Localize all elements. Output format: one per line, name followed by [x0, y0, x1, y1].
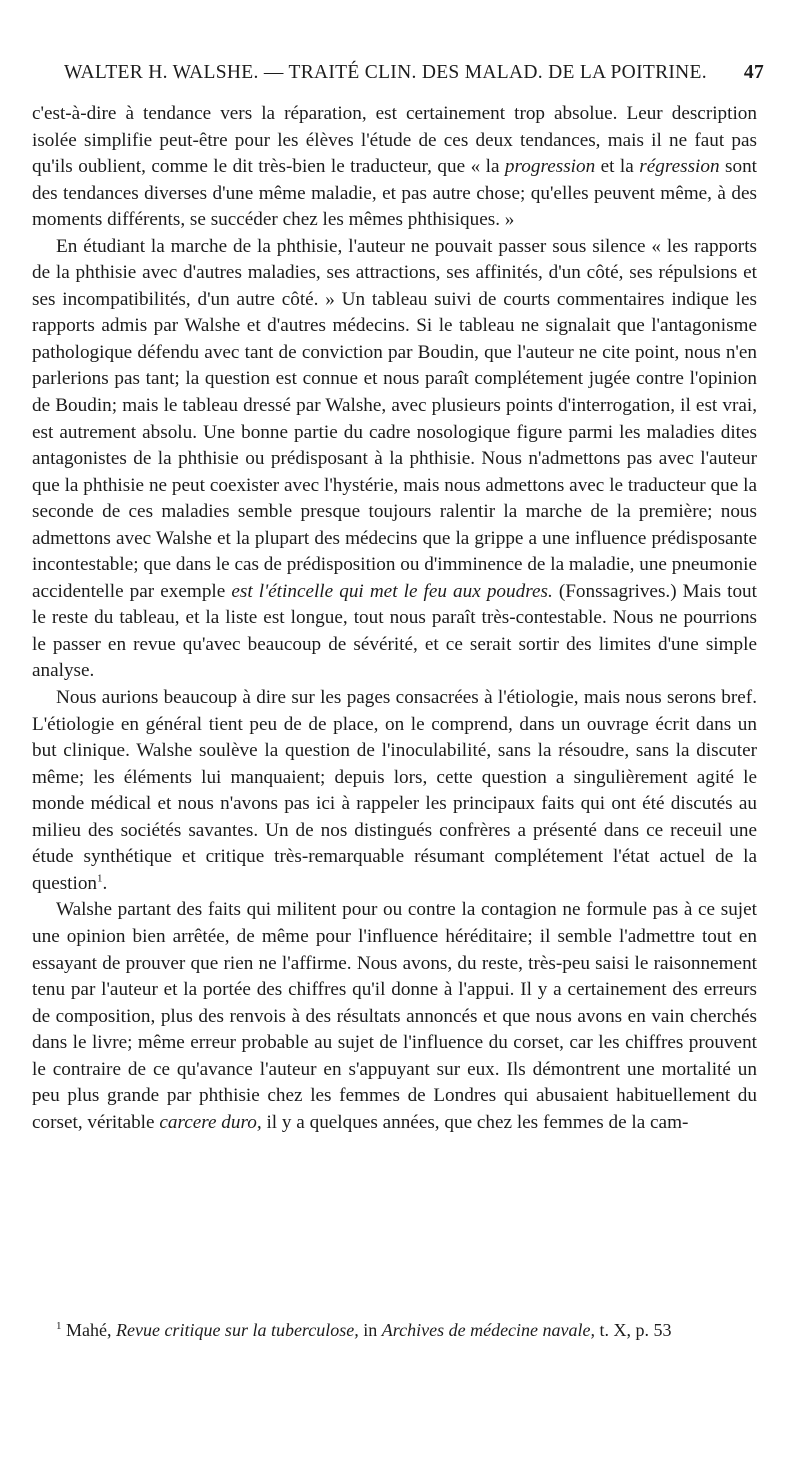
text-run: il y a quelques années, que chez les femmes de la cam- — [261, 1111, 689, 1133]
running-head: WALTER H. WALSHE. — TRAITÉ CLIN. DES MALAD. DE LA POITRINE. — [64, 62, 707, 83]
paragraph — [32, 897, 757, 1136]
footnote-marker: 1 — [97, 872, 103, 885]
italic-text: Archives de médecine navale, — [381, 1320, 596, 1340]
text-run: c'est-à-dire à tendance vers la réparation, est certainement trop absolue. Leur description isolée simplifie peut-être pour les élèves l'étude de ces deux tendances, mais il ne faut pas qu'ils oublient, comme le dit très-bien le traducteur, que « la — [32, 103, 757, 178]
italic-text: régression — [639, 156, 720, 178]
text-run: t. X, p. 53 — [595, 1320, 672, 1340]
page-number: 47 — [743, 62, 764, 83]
footnote — [32, 1317, 757, 1344]
paragraph — [32, 234, 757, 685]
text-run: in — [358, 1320, 382, 1340]
text-run: Mahé, — [61, 1320, 116, 1340]
text-run: Nous aurions beaucoup à dire sur les pages consacrées à l'étiologie, mais nous serons bref. L'étiologie en général tient peu de de place, on le comprend, dans un ouvrage écrit dans un but clinique. Walshe soulève la question de l'inoculabilité, sans la résoudre, sans la discuter même; les éléments lui manquaient; depuis lors, cette question a singulièrement agité le monde médical et nous n'avons pas ici à rappeler les principaux faits qui ont été discutés au milieu des sociétés savantes. Un de nos distingués confrères a présenté dans ce receuil une étude synthétique et critique très-remarquable résumant complétement l'état actuel de la question — [32, 687, 757, 894]
paragraph — [32, 101, 757, 234]
italic-text: carcere duro, — [159, 1111, 262, 1133]
text-run: (Fonssagrives.) Mais tout le reste du tableau, et la liste est longue, tout nous paraît très-contestable. Nous ne pourrions le passer en revue qu'avec beaucoup de sévérité, et ce serait sortir des limites d'une simple analyse. — [32, 580, 757, 682]
text-run: . — [102, 872, 108, 894]
footnote-marker: 1 — [56, 1320, 62, 1332]
text-run: et la — [595, 156, 640, 178]
text-run: En étudiant la marche de la phthisie, l'auteur ne pouvait passer sous silence « les rapports de la phthisie avec d'autres maladies, ses attractions, ses affinités, d'un côté, ses répulsions et ses incompatibilités, d'un autre côté. » Un tableau suivi de courts commentaires indique les rapports admis par Walshe et d'autres médecins. Si le tableau ne signalait que l'antagonisme pathologique défendu avec tant de conviction par Boudin, que l'auteur ne cite point, nous n'en parlerions pas tant; la question est connue et nous paraît complétement jugée contre l'opinion de Boudin; mais le tableau dressé par Walshe, avec plusieurs points d'interrogation, il est vrai, est autrement absolu. Une bonne partie du cadre nosologique figure parmi les maladies dites antagonistes de la phthisie ou prédisposant à la phthisie. Nous n'admettons pas avec l'auteur que la phthisie ne peut coexister avec l'hystérie, mais nous admettons avec le traducteur que la seconde de ces maladies semble presque toujours ralentir la marche de la première; nous admettons avec Walshe et la plupart des médecins que la grippe a une influence prédisposante incontestable; que dans le cas de prédisposition ou d'imminence de la maladie, une pneumonie accidentelle par exemple — [32, 235, 757, 602]
page-header — [32, 62, 764, 92]
italic-text: progression — [504, 156, 596, 178]
text-run: Walshe partant des faits qui militent pour ou contre la contagion ne formule pas à ce sujet une opinion bien arrêtée, de même pour l'influence héréditaire; il semble l'admettre tout en essayant de prouver que rien ne l'affirme. Nous avons, du reste, très-peu saisi le raisonnement tenu par l'auteur et la portée des chiffres qu'il donne à l'appui. Il y a certainement des erreurs de composition, plus des renvois à des résultats annoncés et que nous avons en vain cherchés dans le livre; même erreur probable au sujet de l'influence du corset, car les chiffres prouvent le contraire de ce qu'avance l'auteur en s'appuyant sur eux. Ils démontrent une mortalité un peu plus grande par phthisie chez les femmes de Londres qui abusaient habituellement du corset, véritable — [32, 899, 757, 1133]
paragraph — [32, 685, 757, 897]
italic-text: Revue critique sur la tuberculose, — [115, 1320, 359, 1340]
footnote-text — [32, 1317, 757, 1344]
body-text — [32, 101, 757, 1136]
text-run: sont des tendances diverses d'une même maladie, et pas autre chose; qu'elles peuvent même, à des moments différents, se succéder chez les mêmes phthisiques. » — [32, 156, 757, 231]
italic-text: est l'étincelle qui met le feu aux poudres. — [231, 580, 553, 602]
